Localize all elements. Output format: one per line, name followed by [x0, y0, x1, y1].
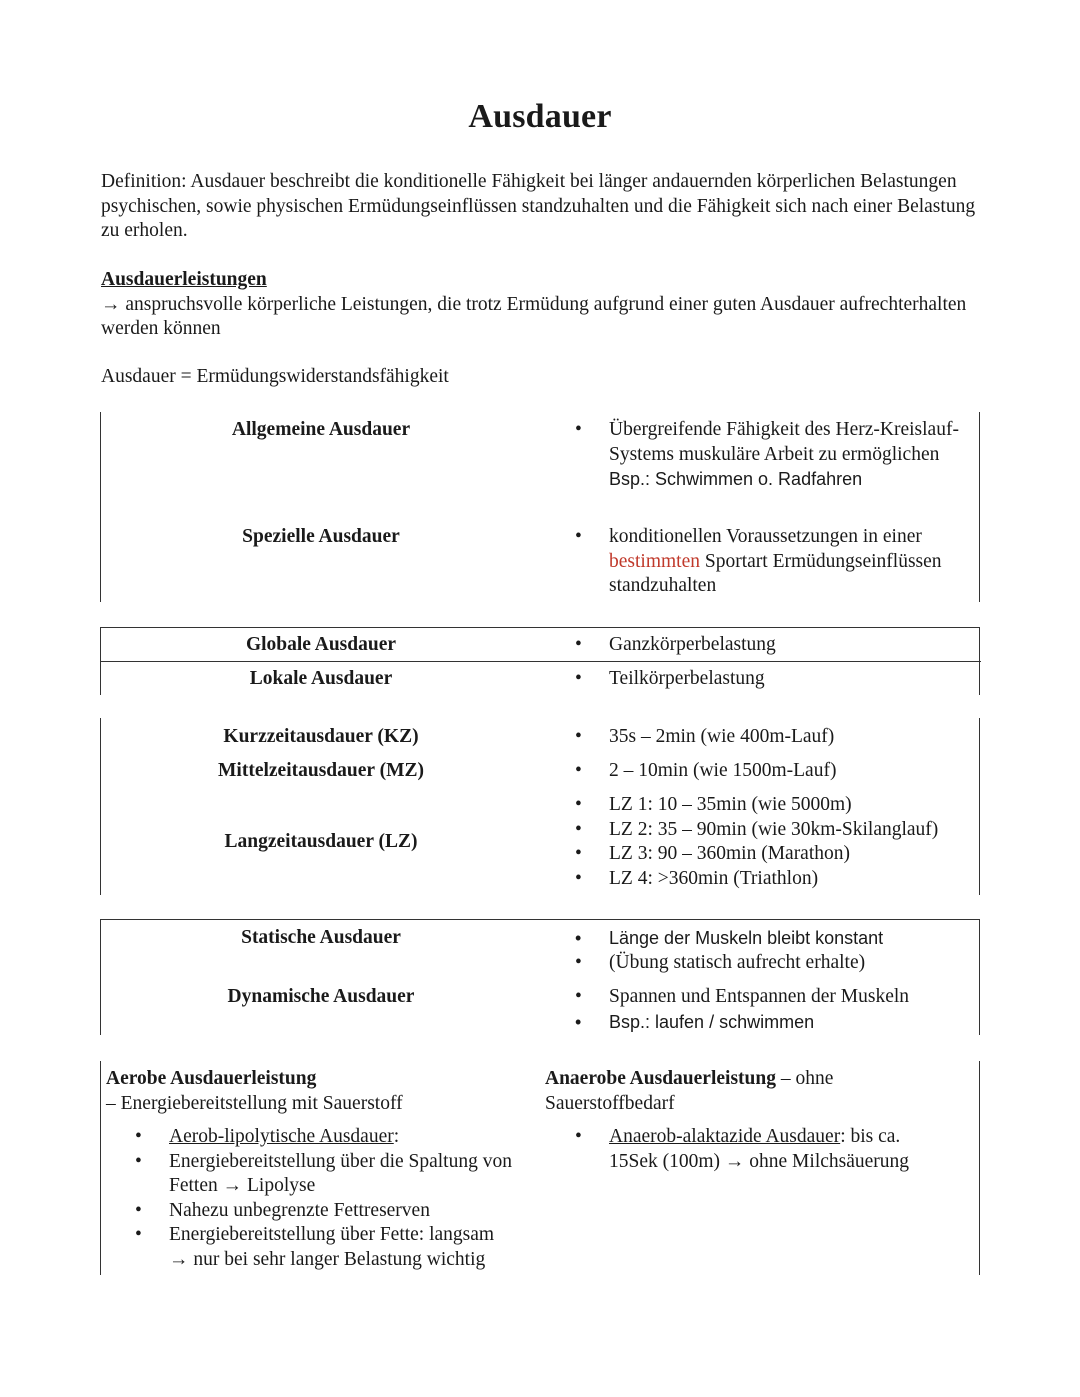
aerob-heading: Aerobe Ausdauerleistung: [106, 1068, 317, 1089]
term-dynamische-ausdauer: Dynamische Ausdauer: [227, 986, 415, 1007]
term-spezielle-ausdauer: Spezielle Ausdauer: [242, 526, 400, 547]
row-divider: [101, 661, 981, 662]
anaerob-heading: Anaerobe Ausdauerleistung: [545, 1068, 776, 1089]
speziell-desc-highlight: bestimmten: [609, 550, 700, 572]
list-item: • Bsp.: laufen / schwimmen: [571, 1010, 971, 1035]
list-item: • LZ 1: 10 – 35min (wie 5000m): [571, 793, 971, 818]
list-anaerob: [571, 1125, 951, 1174]
speziell-desc-after: Sportart Ermüdungseinflüssen standzuhalten: [609, 550, 942, 596]
list-item: • 2 – 10min (wie 1500m-Lauf): [571, 759, 971, 784]
aerob-item4-cont: → nur bei sehr langer Belastung wichtig: [169, 1248, 486, 1270]
term-langzeitausdauer: Langzeitausdauer (LZ): [224, 831, 418, 852]
list-item: • 35s – 2min (wie 400m-Lauf): [571, 725, 971, 750]
list-lokale-ausdauer: [571, 667, 971, 692]
list-kurzzeitausdauer: [571, 725, 971, 750]
term-mittelzeitausdauer: Mittelzeitausdauer (MZ): [218, 760, 424, 781]
anaerob-item1-term: Anaerob-alaktazide Ausdauer: [609, 1126, 841, 1147]
block-aerob-anaerob: [100, 1061, 980, 1275]
block-statisch-dynamisch: [100, 919, 980, 1035]
list-item: [571, 525, 971, 599]
aerob-item4-text: Energiebereitstellung über Fette: langsam: [169, 1224, 495, 1245]
list-item: • Teilkörperbelastung: [571, 667, 971, 692]
list-item: • Nahezu unbegrenzte Fettreserven: [131, 1199, 531, 1224]
aerob-header: [106, 1067, 531, 1116]
list-item: • Länge der Muskeln bleibt konstant: [571, 926, 971, 951]
list-langzeitausdauer: [571, 793, 971, 891]
list-globale-ausdauer: [571, 633, 971, 658]
list-item: • Energiebereitstellung über die Spaltung von Fetten → Lipolyse: [131, 1150, 531, 1199]
allgemein-example: Bsp.: Schwimmen o. Radfahren: [609, 469, 863, 489]
list-item: [131, 1125, 531, 1150]
term-globale-ausdauer: Globale Ausdauer: [245, 634, 397, 655]
leistungen-section: [101, 268, 991, 342]
list-item: • Ganzkörperbelastung: [571, 633, 971, 658]
aerob-item1-suffix: :: [393, 1126, 400, 1147]
term-lokale-ausdauer: Lokale Ausdauer: [249, 668, 393, 689]
list-statische-ausdauer: [571, 926, 971, 975]
block-global-lokal: [100, 627, 980, 695]
list-item: • LZ 4: >360min (Triathlon): [571, 867, 971, 892]
list-item: [571, 418, 971, 493]
term-kurzzeitausdauer: Kurzzeitausdauer (KZ): [223, 726, 419, 747]
term-statische-ausdauer: Statische Ausdauer: [241, 927, 401, 948]
list-item: • Spannen und Entspannen der Muskeln: [571, 985, 971, 1010]
list-item: • LZ 2: 35 – 90min (wie 30km-Skilanglauf): [571, 818, 971, 843]
list-aerob: [131, 1125, 531, 1272]
block-allgemein-speziell: [100, 412, 980, 602]
leistungen-text: → anspruchsvolle körperliche Leistungen, die trotz Ermüdung aufgrund einer guten Ausdauer aufrechterhalten werden können: [101, 293, 967, 339]
aerob-item1-term: Aerob-lipolytische Ausdauer: [169, 1126, 394, 1147]
block-zeitausdauer: [100, 718, 980, 895]
leistungen-heading: Ausdauerleistungen: [101, 269, 267, 290]
allgemein-desc: Übergreifende Fähigkeit des Herz-Kreislauf-Systems muskuläre Arbeit zu ermöglichen: [609, 419, 959, 465]
speziell-desc-before: konditionellen Voraussetzungen in einer: [609, 526, 922, 547]
list-item: [571, 1125, 951, 1174]
anaerob-heading-suffix: – ohne Sauerstoffbedarf: [545, 1068, 834, 1114]
list-allgemeine-ausdauer: [571, 418, 971, 493]
list-item: [131, 1223, 531, 1272]
list-item: • (Übung statisch aufrecht erhalte): [571, 951, 971, 976]
anaerob-header: [545, 1067, 925, 1116]
list-dynamische-ausdauer: [571, 985, 971, 1034]
list-mittelzeitausdauer: [571, 759, 971, 784]
equation-line: Ausdauer = Ermüdungswiderstandsfähigkeit: [101, 366, 449, 387]
definition-paragraph: Definition: Ausdauer beschreibt die konditionelle Fähigkeit bei länger andauernden körperlichen Belastungen psychischen, sowie physischen Ermüdungseinflüssen standzuhalten und die Fähigkeit sich nach einer Belastung zu erholen.: [101, 171, 976, 241]
page-title: Ausdauer: [468, 98, 612, 135]
list-spezielle-ausdauer: [571, 525, 971, 599]
aerob-subheading: – Energiebereitstellung mit Sauerstoff: [106, 1092, 403, 1114]
list-item: • LZ 3: 90 – 360min (Marathon): [571, 842, 971, 867]
anaerob-item1-suffix: : bis ca. 15Sek (100m) → ohne Milchsäuerung: [609, 1126, 910, 1172]
term-allgemeine-ausdauer: Allgemeine Ausdauer: [231, 419, 411, 440]
